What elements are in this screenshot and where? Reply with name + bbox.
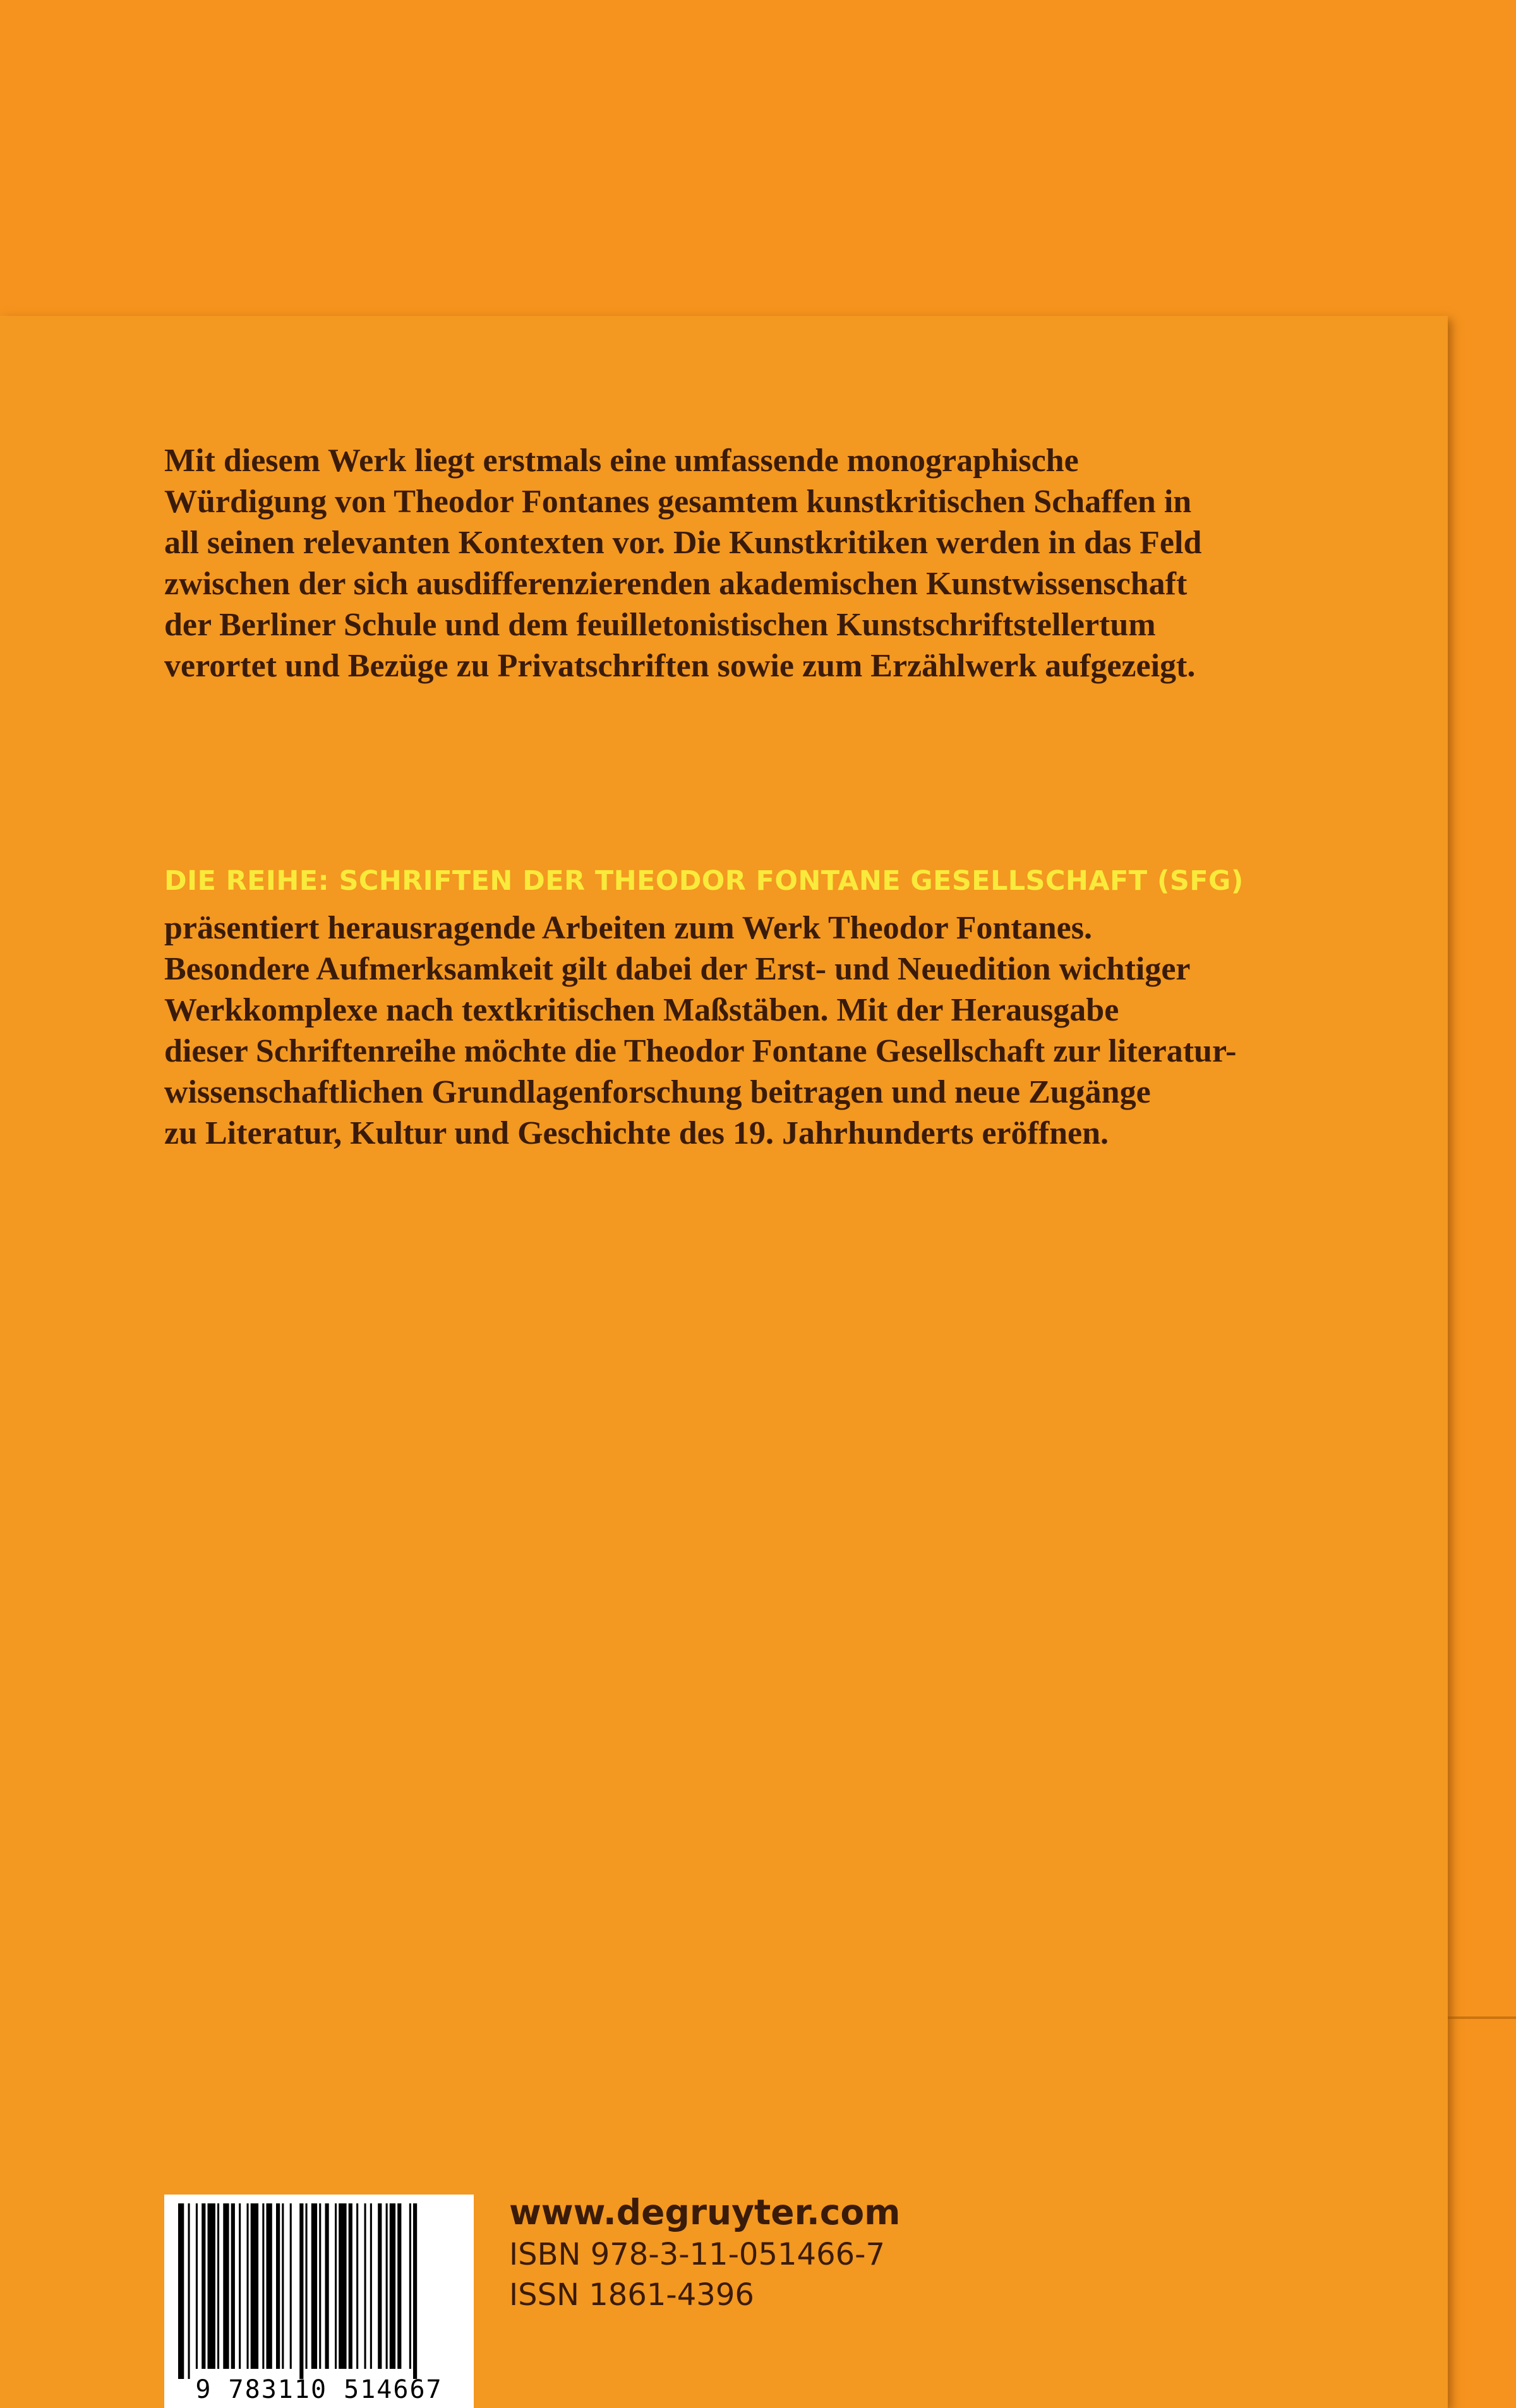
barcode-bar — [349, 2203, 352, 2369]
barcode-bar — [397, 2203, 401, 2369]
barcode-bar — [282, 2203, 284, 2369]
page-edge-line — [1448, 2016, 1516, 2019]
barcode-bar — [290, 2203, 292, 2369]
barcode-bar — [178, 2203, 184, 2379]
barcode-bar — [339, 2203, 346, 2369]
series-description: präsentiert herausragende Arbeiten zum Werk Theodor Fontanes. Besondere Aufmerksamkeit gilt dabei der Erst- und Neuedition wichtiger Werkkomplexe nach textkritischen Maßstäben. Mit der Herausgabe dieser Schriftenreihe möchte die Theodor Fontane Gesellschaft zur literatur- wissenschaftlichen Grundlagenforschung beitragen und neue Zugänge zu Literatur, Kultur und Geschichte des 19. Jahrhunderts eröffnen. — [164, 910, 1237, 1151]
barcode-bar — [378, 2203, 382, 2369]
barcode-bar — [208, 2203, 215, 2369]
barcode-bar — [267, 2203, 272, 2369]
barcode-bar — [409, 2203, 411, 2369]
barcode-bar — [239, 2203, 241, 2369]
barcode-bar — [202, 2203, 205, 2369]
barcode-bar — [390, 2203, 395, 2369]
barcode-bar — [306, 2203, 308, 2369]
barcode-bar — [356, 2203, 358, 2369]
barcode-bar — [188, 2203, 190, 2379]
barcode-bar — [319, 2203, 321, 2369]
barcode-bar — [251, 2203, 258, 2369]
barcode-bar — [231, 2203, 235, 2369]
barcode-bar — [325, 2203, 329, 2369]
publisher-info — [509, 2190, 900, 2315]
barcode-bar — [247, 2203, 249, 2369]
barcode-bar — [413, 2203, 417, 2379]
barcode-bar — [262, 2203, 264, 2369]
barcode-bar — [370, 2203, 372, 2369]
barcode-digits: 9 783110 514667 — [195, 2375, 443, 2404]
barcode-bar — [223, 2203, 229, 2369]
barcode-bar — [217, 2203, 219, 2369]
series-heading: DIE REIHE: SCHRIFTEN DER THEODOR FONTANE GESELLSCHAFT (SFG) — [164, 865, 1244, 897]
barcode-bar — [364, 2203, 366, 2369]
barcode-bar — [196, 2203, 198, 2369]
barcode — [164, 2195, 474, 2408]
issn-number: ISSN 1861-4396 — [509, 2277, 754, 2313]
barcode-bar — [276, 2203, 280, 2369]
barcode-bar — [299, 2203, 303, 2379]
barcode-bar — [386, 2203, 388, 2369]
barcode-bar — [311, 2203, 317, 2369]
barcode-bar — [335, 2203, 337, 2369]
publisher-url[interactable]: www.degruyter.com — [509, 2192, 901, 2232]
barcode-graphic — [164, 2195, 474, 2408]
isbn-number: ISBN 978-3-11-051466-7 — [509, 2237, 886, 2272]
book-blurb: Mit diesem Werk liegt erstmals eine umfassende monographische Würdigung von Theodor Fontanes gesamtem kunstkritischen Schaffen in all seinen relevanten Kontexten vor. Die Kunstkritiken werden in das Feld zwischen der sich ausdifferenzierenden akademischen Kunstwissenschaft der Berliner Schule und dem feuilletonistischen Kunstschriftstellertum verortet und Bezüge zu Privatschriften sowie zum Erzählwerk aufgezeigt. — [164, 443, 1202, 684]
